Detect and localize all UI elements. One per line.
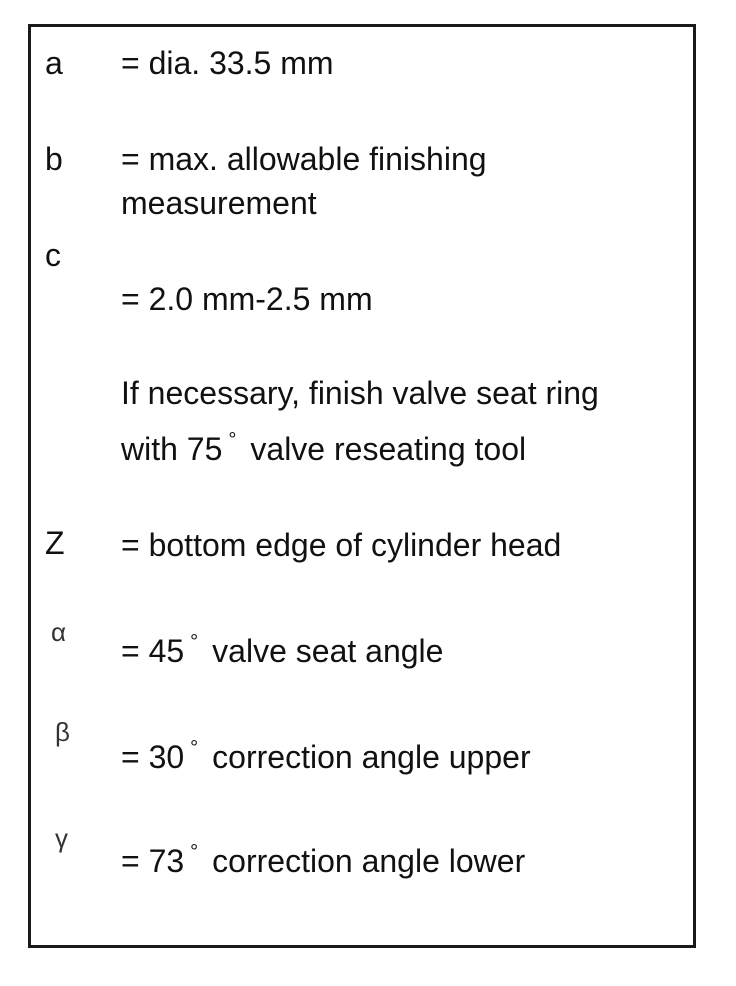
symbol-beta: β bbox=[55, 717, 70, 747]
symbol-b: b bbox=[45, 141, 63, 177]
definition-beta bbox=[121, 735, 531, 784]
definition-alpha-post: valve seat angle bbox=[212, 633, 444, 669]
definition-gamma-post: correction angle lower bbox=[212, 843, 526, 879]
definition-b-line2: measurement bbox=[121, 185, 317, 221]
symbol-a: a bbox=[45, 45, 63, 81]
degree-sign: ° bbox=[190, 631, 199, 653]
definition-z: = bottom edge of cylinder head bbox=[121, 527, 562, 563]
symbol-z: Z bbox=[45, 525, 65, 561]
definition-alpha-pre: = 45 bbox=[121, 633, 185, 669]
symbol-alpha: α bbox=[51, 617, 67, 647]
definition-c: = 2.0 mm-2.5 mm bbox=[121, 281, 373, 317]
definition-gamma bbox=[121, 839, 525, 888]
definition-b-line1: = max. allowable finishing bbox=[121, 141, 487, 177]
degree-sign: ° bbox=[190, 841, 199, 863]
note-line1: If necessary, finish valve seat ring bbox=[121, 375, 599, 411]
symbol-gamma: γ bbox=[55, 823, 68, 853]
definition-a: = dia. 33.5 mm bbox=[121, 45, 334, 81]
definition-beta-post: correction angle upper bbox=[212, 739, 531, 775]
legend-box bbox=[28, 24, 696, 948]
definition-gamma-pre: = 73 bbox=[121, 843, 185, 879]
symbol-c: c bbox=[45, 237, 61, 273]
degree-sign: ° bbox=[228, 429, 237, 451]
definition-beta-pre: = 30 bbox=[121, 739, 185, 775]
note-line2 bbox=[121, 427, 526, 476]
definition-alpha bbox=[121, 629, 443, 678]
degree-sign: ° bbox=[190, 737, 199, 759]
note-line2-post: valve reseating tool bbox=[250, 431, 527, 467]
note-line2-pre: with 75 bbox=[121, 431, 223, 467]
